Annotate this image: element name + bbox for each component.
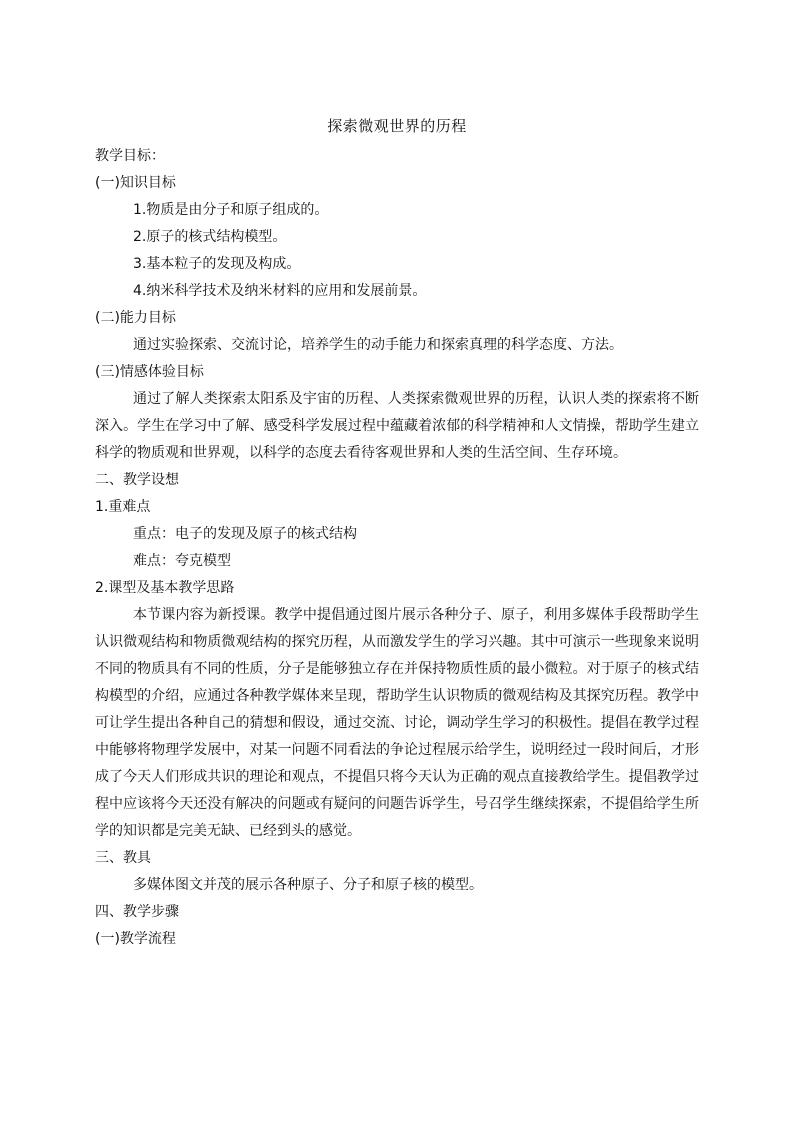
key-points-heading: 1.重难点	[95, 499, 151, 515]
key-point: 重点：电子的发现及原子的核式结构	[133, 526, 357, 542]
ability-goals-paragraph: 通过实验探索、交流讨论，培养学生的动手能力和探索真理的科学态度、方法。	[133, 337, 623, 353]
ability-goals-heading: (二)能力目标	[95, 310, 176, 326]
knowledge-goal-item: 1.物质是由分子和原子组成的。	[133, 202, 329, 218]
emotion-goals-paragraph: 通过了解人类探索太阳系及宇宙的历程、人类探索微观世界的历程，认识人类的探索将不断深入。学生在学习中了解、感受科学发展过程中蕴藏着浓郁的科学精神和人文情操，帮助学生建立科学的物质观和世界观，以科学的态度去看待客观世界和人类的生活空间、生存环境。	[95, 391, 699, 461]
knowledge-goal-item: 4.纳米科学技术及纳米材料的应用和发展前景。	[133, 283, 427, 299]
section4-heading: 四、教学步骤	[95, 904, 179, 920]
knowledge-goals-heading: (一)知识目标	[95, 175, 176, 191]
teaching-flow-heading: (一)教学流程	[95, 931, 176, 947]
lesson-approach-paragraph: 本节课内容为新授课。教学中提倡通过图片展示各种分子、原子，利用多媒体手段帮助学生认识微观结构和物质微观结构的探究历程，从而激发学生的学习兴趣。其中可演示一些现象来说明不同的物质具有不同的性质，分子是能够独立存在并保持物质性质的最小微粒。对于原子的核式结构模型的介绍，应通过各种教学媒体来呈现，帮助学生认识物质的微观结构及其探究历程。教学中可让学生提出各种自己的猜想和假设，通过交流、讨论，调动学生学习的积极性。提倡在教学过程中能够将物理学发展中，对某一问题不同看法的争论过程展示给学生，说明经过一段时间后，才形成了今天人们形成共识的理论和观点，不提倡只将今天认为正确的观点直接教给学生。提倡教学过程中应该将今天还没有解决的问题或有疑问的问题告诉学生，号召学生继续探索，不提倡给学生所学的知识都是完美无缺、已经到头的感觉。	[95, 607, 699, 839]
document-title: 探索微观世界的历程	[327, 117, 467, 135]
knowledge-goal-item: 3.基本粒子的发现及构成。	[133, 256, 301, 272]
difficult-point: 难点：夸克模型	[133, 553, 231, 569]
teaching-goals-heading: 教学目标：	[95, 148, 165, 164]
emotion-goals-heading: (三)情感体验目标	[95, 364, 204, 380]
section3-heading: 三、教具	[95, 850, 151, 866]
teaching-aids-text: 多媒体图文并茂的展示各种原子、分子和原子核的模型。	[133, 877, 483, 893]
document-body	[95, 143, 699, 953]
section2-heading: 二、教学设想	[95, 472, 179, 488]
lesson-type-heading: 2.课型及基本教学思路	[95, 580, 235, 596]
knowledge-goal-item: 2.原子的核式结构模型。	[133, 229, 287, 245]
